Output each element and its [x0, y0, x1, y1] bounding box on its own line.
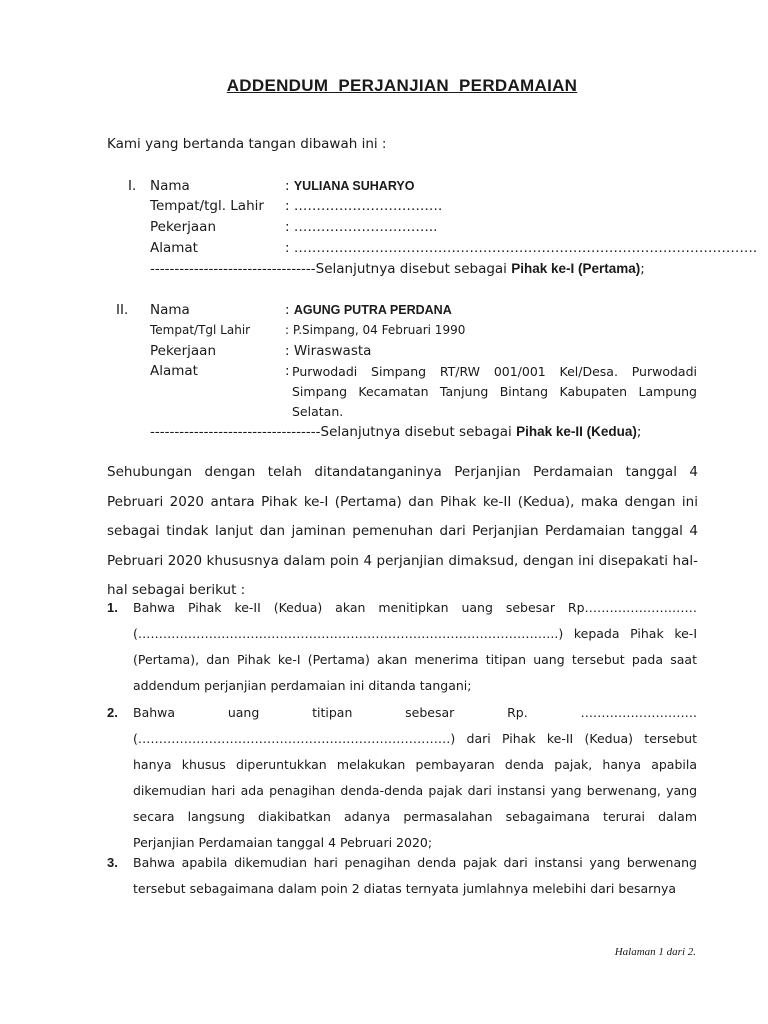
- party-1-address-label: Alamat: [150, 240, 198, 256]
- party-1-job-label: Pekerjaan: [150, 219, 217, 235]
- party-1-birth-value: : ……………………………: [285, 198, 443, 214]
- item-2-text: Bahwa uang titipan sebesar Rp. ………………………. (…………………………………………………………………) dari Pihak ke-II (Kedua) tersebut hanya khusus diperuntukkan melakukan pembayaran denda pajak, hanya apabila dikemudian hari ada penagihan denda-denda pajak dari instansi yang berwenang, yang secara langsung diakibatkan adanya permasalahan sebagaimana terurai dalam Perjanjian Perdamaian tanggal 4 Pebruari 2020;: [133, 705, 697, 850]
- party-1-address-value: : ………………………………………………………………………………………….: [285, 240, 758, 256]
- party-2-numeral: II.: [116, 302, 129, 318]
- party-2-name-label: Nama: [150, 302, 190, 318]
- party-2-address-label: Alamat: [150, 363, 198, 379]
- item-3-number: 3.: [107, 855, 118, 870]
- party-2-job-value: : Wiraswasta: [285, 343, 372, 359]
- page-number-footer: Halaman 1 dari 2.: [614, 946, 696, 958]
- party-1-designation: ----------------------------------Selanjutnya disebut sebagai Pihak ke-I (Pertama);: [150, 261, 645, 277]
- agreement-paragraph: Sehubungan dengan telah ditandatanganinya Perjanjian Perdamaian tanggal 4 Pebruari 2020 antara Pihak ke-I (Pertama) dan Pihak ke-II (Kedua), maka dengan ini sebagai tindak lanjut dan jaminan pemenuhan dari Perjanjian Perdamaian tanggal 4 Pebruari 2020 khususnya dalam poin 4 perjanjian dimaksud, dengan ini disepakati hal-hal sebagai berikut :: [107, 464, 698, 598]
- party-2-birth-label: Tempat/Tgl Lahir: [150, 323, 251, 337]
- party-2-designation: -----------------------------------Selanjutnya disebut sebagai Pihak ke-II (Kedua);: [150, 424, 642, 440]
- item-1-text: Bahwa Pihak ke-II (Kedua) akan menitipkan uang sebesar Rp……………………… (………………………………………………………………………………………..) kepada Pihak ke-I (Pertama), dan Pihak ke-I (Pertama) akan menerima titipan uang tersebut pada saat addendum perjanjian perdamaian ini ditanda tangani;: [133, 600, 697, 693]
- party-2-birth-value: : P.Simpang, 04 Februari 1990: [285, 323, 466, 337]
- party-2-address-colon: :: [285, 363, 290, 379]
- item-2-number: 2.: [107, 705, 118, 720]
- party-2-job-label: Pekerjaan: [150, 343, 217, 359]
- item-1-number: 1.: [107, 600, 118, 615]
- party-2-name-value: : AGUNG PUTRA PERDANA: [285, 302, 452, 318]
- party-1-birth-label: Tempat/tgl. Lahir: [150, 198, 264, 214]
- item-3-text: Bahwa apabila dikemudian hari penagihan denda pajak dari instansi yang berwenang tersebut sebagaimana dalam poin 2 diatas ternyata jumlahnya melebihi dari besarnya: [133, 855, 697, 896]
- document-title: ADDENDUM PERJANJIAN PERDAMAIAN: [226, 76, 578, 95]
- party-1-name-value: : YULIANA SUHARYO: [285, 178, 415, 194]
- party-2-address-value: Purwodadi Simpang RT/RW 001/001 Kel/Desa. Purwodadi Simpang Kecamatan Tanjung Bintang Kabupaten Lampung Selatan.: [292, 364, 697, 419]
- party-1-name-label: Nama: [150, 178, 190, 194]
- party-1-job-value: : …………………………..: [285, 219, 438, 235]
- intro-text: Kami yang bertanda tangan dibawah ini :: [107, 136, 387, 152]
- party-1-numeral: I.: [128, 178, 137, 194]
